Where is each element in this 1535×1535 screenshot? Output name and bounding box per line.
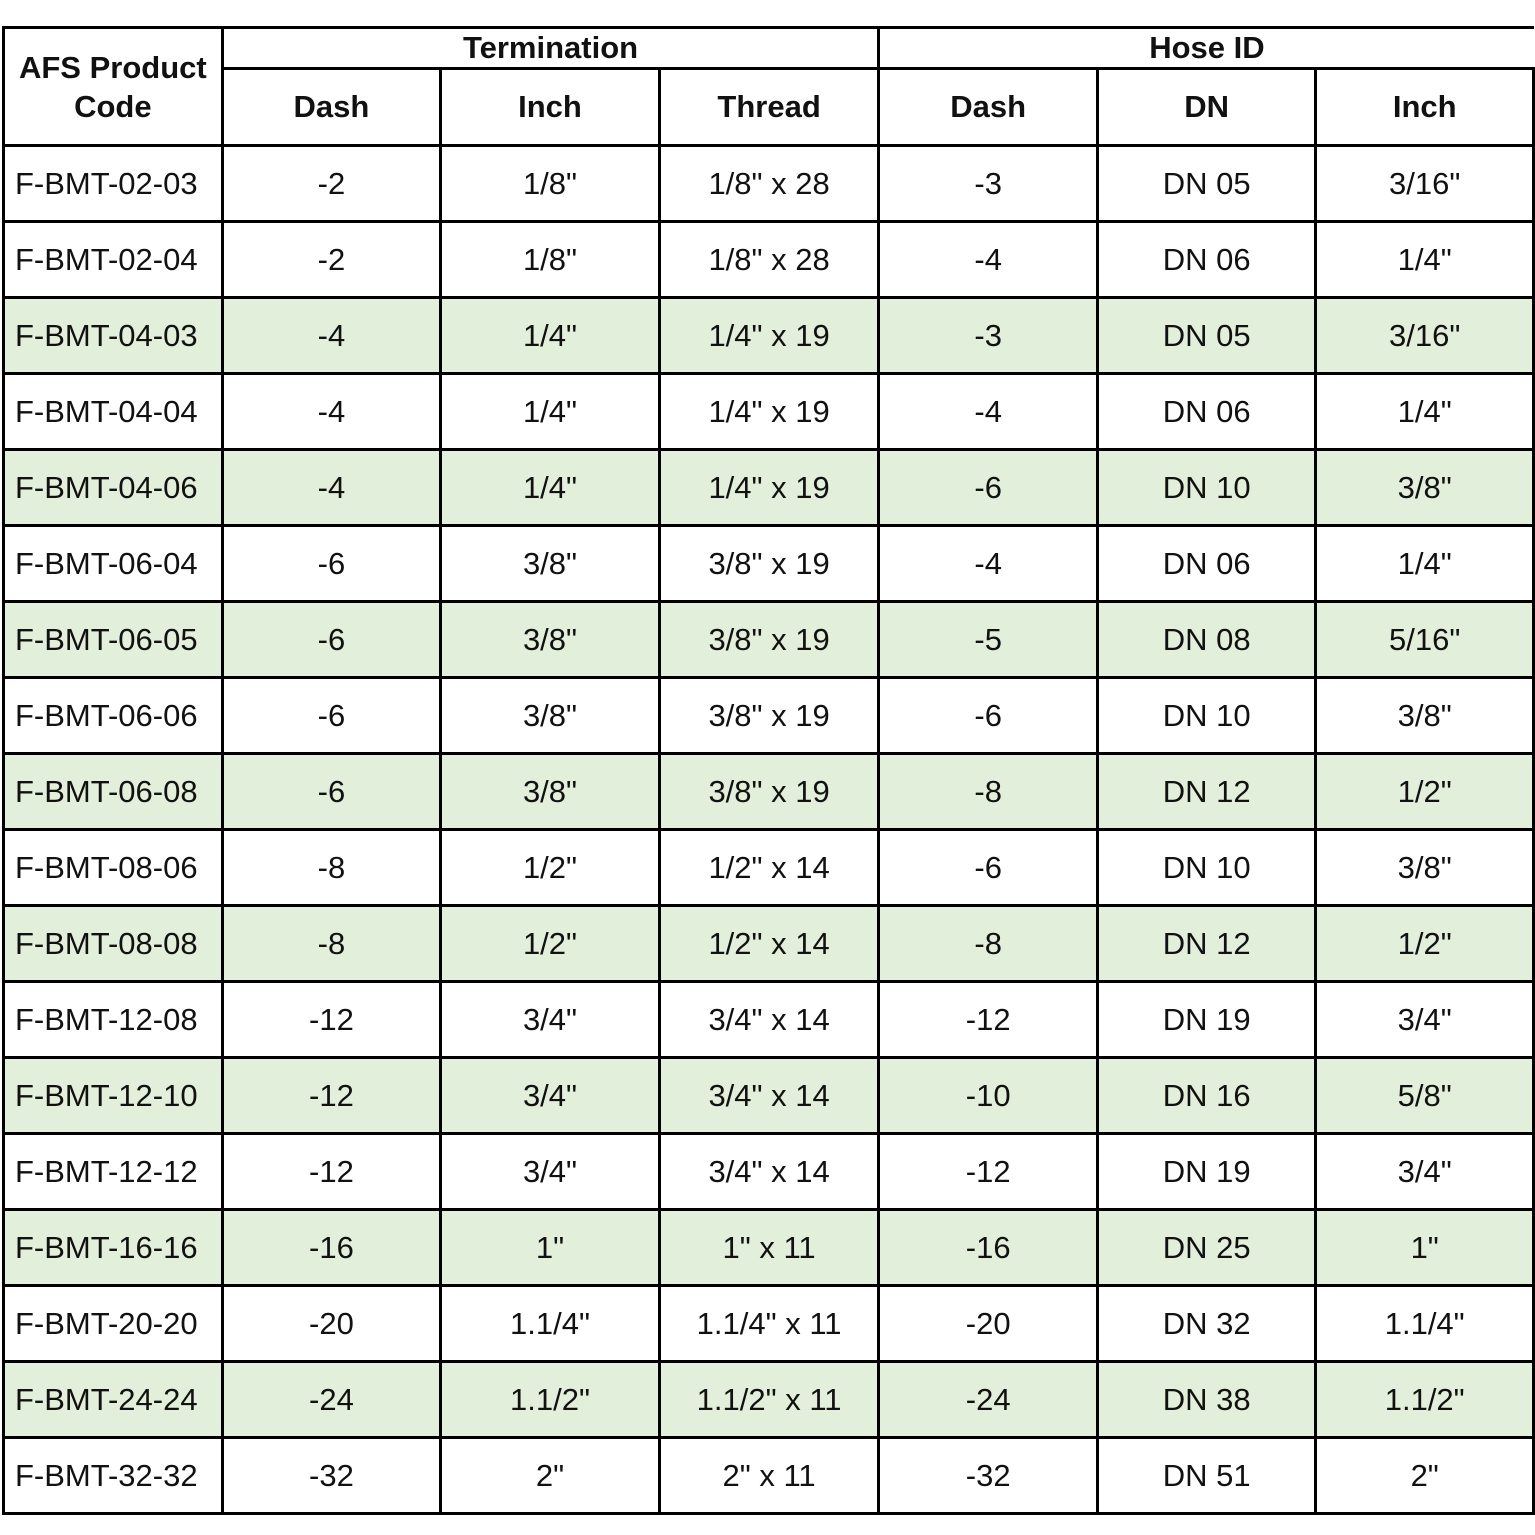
cell-product-code: F-BMT-12-08 (4, 982, 223, 1058)
cell-hose-dash: -16 (879, 1210, 1098, 1286)
cell-termination-thread: 1.1/4" x 11 (659, 1286, 879, 1362)
cell-hose-inch: 2" (1316, 1438, 1534, 1514)
cell-termination-inch: 2" (441, 1438, 660, 1514)
table-row (4, 982, 1534, 1058)
cell-termination-dash: -20 (222, 1286, 441, 1362)
cell-hose-dash: -32 (879, 1438, 1098, 1514)
cell-product-code: F-BMT-02-04 (4, 222, 223, 298)
cell-termination-thread: 3/8" x 19 (659, 602, 879, 678)
cell-termination-thread: 3/8" x 19 (659, 526, 879, 602)
cell-termination-inch: 3/4" (441, 982, 660, 1058)
table-row (4, 1286, 1534, 1362)
cell-termination-dash: -8 (222, 906, 441, 982)
cell-hose-dn: DN 06 (1097, 374, 1315, 450)
cell-termination-thread: 1/2" x 14 (659, 830, 879, 906)
header-hose-dn: DN (1097, 69, 1315, 146)
header-termination-dash: Dash (222, 69, 441, 146)
cell-hose-inch: 3/16" (1316, 146, 1534, 222)
cell-termination-dash: -4 (222, 450, 441, 526)
cell-termination-thread: 1/4" x 19 (659, 298, 879, 374)
header-hose-inch: Inch (1316, 69, 1534, 146)
cell-hose-dash: -4 (879, 526, 1098, 602)
cell-termination-dash: -2 (222, 222, 441, 298)
cell-product-code: F-BMT-04-04 (4, 374, 223, 450)
cell-hose-inch: 3/4" (1316, 982, 1534, 1058)
header-group-row (4, 28, 1534, 69)
table-row (4, 754, 1534, 830)
cell-hose-inch: 1.1/4" (1316, 1286, 1534, 1362)
cell-termination-inch: 1" (441, 1210, 660, 1286)
cell-termination-inch: 1.1/2" (441, 1362, 660, 1438)
cell-hose-inch: 1.1/2" (1316, 1362, 1534, 1438)
cell-hose-inch: 5/16" (1316, 602, 1534, 678)
cell-termination-thread: 2" x 11 (659, 1438, 879, 1514)
cell-hose-dn: DN 16 (1097, 1058, 1315, 1134)
fitting-spec-table (2, 26, 1535, 1515)
cell-termination-thread: 1/2" x 14 (659, 906, 879, 982)
cell-hose-dash: -4 (879, 374, 1098, 450)
cell-hose-inch: 1/4" (1316, 222, 1534, 298)
cell-hose-dash: -8 (879, 906, 1098, 982)
cell-hose-dn: DN 25 (1097, 1210, 1315, 1286)
cell-hose-inch: 3/8" (1316, 450, 1534, 526)
cell-product-code: F-BMT-04-06 (4, 450, 223, 526)
cell-hose-dash: -12 (879, 982, 1098, 1058)
cell-termination-dash: -4 (222, 374, 441, 450)
cell-hose-inch: 3/8" (1316, 830, 1534, 906)
cell-hose-dash: -12 (879, 1134, 1098, 1210)
cell-hose-dash: -6 (879, 830, 1098, 906)
cell-hose-dn: DN 10 (1097, 450, 1315, 526)
cell-hose-dash: -3 (879, 298, 1098, 374)
cell-termination-inch: 3/4" (441, 1058, 660, 1134)
cell-hose-inch: 5/8" (1316, 1058, 1534, 1134)
cell-hose-dn: DN 05 (1097, 298, 1315, 374)
cell-termination-inch: 1/8" (441, 146, 660, 222)
cell-product-code: F-BMT-06-05 (4, 602, 223, 678)
cell-product-code: F-BMT-12-10 (4, 1058, 223, 1134)
cell-termination-thread: 1/8" x 28 (659, 222, 879, 298)
cell-hose-dn: DN 19 (1097, 982, 1315, 1058)
cell-hose-dash: -5 (879, 602, 1098, 678)
cell-termination-inch: 1/4" (441, 450, 660, 526)
cell-product-code: F-BMT-20-20 (4, 1286, 223, 1362)
cell-termination-inch: 1/2" (441, 830, 660, 906)
cell-hose-dn: DN 51 (1097, 1438, 1315, 1514)
table-row (4, 146, 1534, 222)
cell-hose-dn: DN 08 (1097, 602, 1315, 678)
cell-termination-dash: -12 (222, 982, 441, 1058)
cell-product-code: F-BMT-04-03 (4, 298, 223, 374)
cell-hose-dash: -3 (879, 146, 1098, 222)
cell-product-code: F-BMT-16-16 (4, 1210, 223, 1286)
table-row (4, 298, 1534, 374)
table-body (4, 146, 1534, 1514)
cell-hose-dn: DN 06 (1097, 222, 1315, 298)
cell-termination-inch: 3/8" (441, 678, 660, 754)
cell-termination-dash: -12 (222, 1134, 441, 1210)
cell-termination-dash: -6 (222, 602, 441, 678)
cell-hose-dn: DN 12 (1097, 754, 1315, 830)
cell-termination-thread: 3/8" x 19 (659, 678, 879, 754)
cell-termination-dash: -16 (222, 1210, 441, 1286)
cell-hose-dash: -24 (879, 1362, 1098, 1438)
cell-product-code: F-BMT-08-08 (4, 906, 223, 982)
cell-hose-dn: DN 19 (1097, 1134, 1315, 1210)
header-product-code: AFS Product Code (4, 28, 223, 146)
table-row (4, 526, 1534, 602)
cell-hose-dn: DN 10 (1097, 830, 1315, 906)
cell-product-code: F-BMT-06-08 (4, 754, 223, 830)
table-row (4, 1362, 1534, 1438)
cell-hose-dash: -4 (879, 222, 1098, 298)
table-row (4, 1210, 1534, 1286)
cell-termination-dash: -32 (222, 1438, 441, 1514)
cell-hose-dn: DN 38 (1097, 1362, 1315, 1438)
cell-termination-dash: -24 (222, 1362, 441, 1438)
cell-hose-dn: DN 32 (1097, 1286, 1315, 1362)
header-sub-row (4, 69, 1534, 146)
cell-termination-thread: 3/4" x 14 (659, 1134, 879, 1210)
cell-termination-thread: 3/8" x 19 (659, 754, 879, 830)
cell-termination-inch: 3/4" (441, 1134, 660, 1210)
table-row (4, 1058, 1534, 1134)
table-row (4, 222, 1534, 298)
cell-hose-dn: DN 06 (1097, 526, 1315, 602)
cell-hose-dash: -20 (879, 1286, 1098, 1362)
cell-hose-inch: 1/4" (1316, 374, 1534, 450)
cell-termination-inch: 1.1/4" (441, 1286, 660, 1362)
cell-hose-dn: DN 05 (1097, 146, 1315, 222)
cell-hose-dn: DN 10 (1097, 678, 1315, 754)
table-row (4, 450, 1534, 526)
cell-hose-dash: -10 (879, 1058, 1098, 1134)
cell-product-code: F-BMT-32-32 (4, 1438, 223, 1514)
cell-termination-dash: -12 (222, 1058, 441, 1134)
table-header (4, 28, 1534, 146)
cell-hose-inch: 1/2" (1316, 754, 1534, 830)
header-hose-id: Hose ID (879, 28, 1534, 69)
cell-hose-dash: -6 (879, 678, 1098, 754)
cell-termination-thread: 1.1/2" x 11 (659, 1362, 879, 1438)
cell-termination-thread: 3/4" x 14 (659, 982, 879, 1058)
cell-hose-inch: 3/8" (1316, 678, 1534, 754)
cell-termination-thread: 1/4" x 19 (659, 374, 879, 450)
cell-product-code: F-BMT-06-06 (4, 678, 223, 754)
cell-hose-inch: 3/16" (1316, 298, 1534, 374)
cell-termination-dash: -8 (222, 830, 441, 906)
cell-termination-inch: 1/4" (441, 298, 660, 374)
cell-termination-dash: -6 (222, 678, 441, 754)
cell-hose-dash: -8 (879, 754, 1098, 830)
cell-product-code: F-BMT-06-04 (4, 526, 223, 602)
cell-hose-inch: 1/4" (1316, 526, 1534, 602)
cell-product-code: F-BMT-08-06 (4, 830, 223, 906)
cell-termination-inch: 1/4" (441, 374, 660, 450)
table-row (4, 1438, 1534, 1514)
cell-hose-inch: 1/2" (1316, 906, 1534, 982)
header-termination-inch: Inch (441, 69, 660, 146)
header-termination-thread: Thread (659, 69, 879, 146)
cell-termination-inch: 1/2" (441, 906, 660, 982)
header-termination: Termination (222, 28, 879, 69)
table-row (4, 678, 1534, 754)
cell-hose-dn: DN 12 (1097, 906, 1315, 982)
table-row (4, 1134, 1534, 1210)
table-row (4, 906, 1534, 982)
table-row (4, 374, 1534, 450)
cell-termination-dash: -2 (222, 146, 441, 222)
table-row (4, 830, 1534, 906)
cell-hose-inch: 3/4" (1316, 1134, 1534, 1210)
cell-termination-thread: 1" x 11 (659, 1210, 879, 1286)
cell-termination-thread: 3/4" x 14 (659, 1058, 879, 1134)
cell-termination-inch: 3/8" (441, 526, 660, 602)
cell-hose-inch: 1" (1316, 1210, 1534, 1286)
cell-hose-dash: -6 (879, 450, 1098, 526)
cell-termination-thread: 1/4" x 19 (659, 450, 879, 526)
cell-termination-dash: -6 (222, 754, 441, 830)
cell-termination-inch: 3/8" (441, 602, 660, 678)
cell-termination-dash: -6 (222, 526, 441, 602)
cell-product-code: F-BMT-12-12 (4, 1134, 223, 1210)
cell-termination-inch: 3/8" (441, 754, 660, 830)
cell-product-code: F-BMT-02-03 (4, 146, 223, 222)
cell-product-code: F-BMT-24-24 (4, 1362, 223, 1438)
cell-termination-thread: 1/8" x 28 (659, 146, 879, 222)
cell-termination-dash: -4 (222, 298, 441, 374)
table-row (4, 602, 1534, 678)
cell-termination-inch: 1/8" (441, 222, 660, 298)
header-hose-dash: Dash (879, 69, 1098, 146)
